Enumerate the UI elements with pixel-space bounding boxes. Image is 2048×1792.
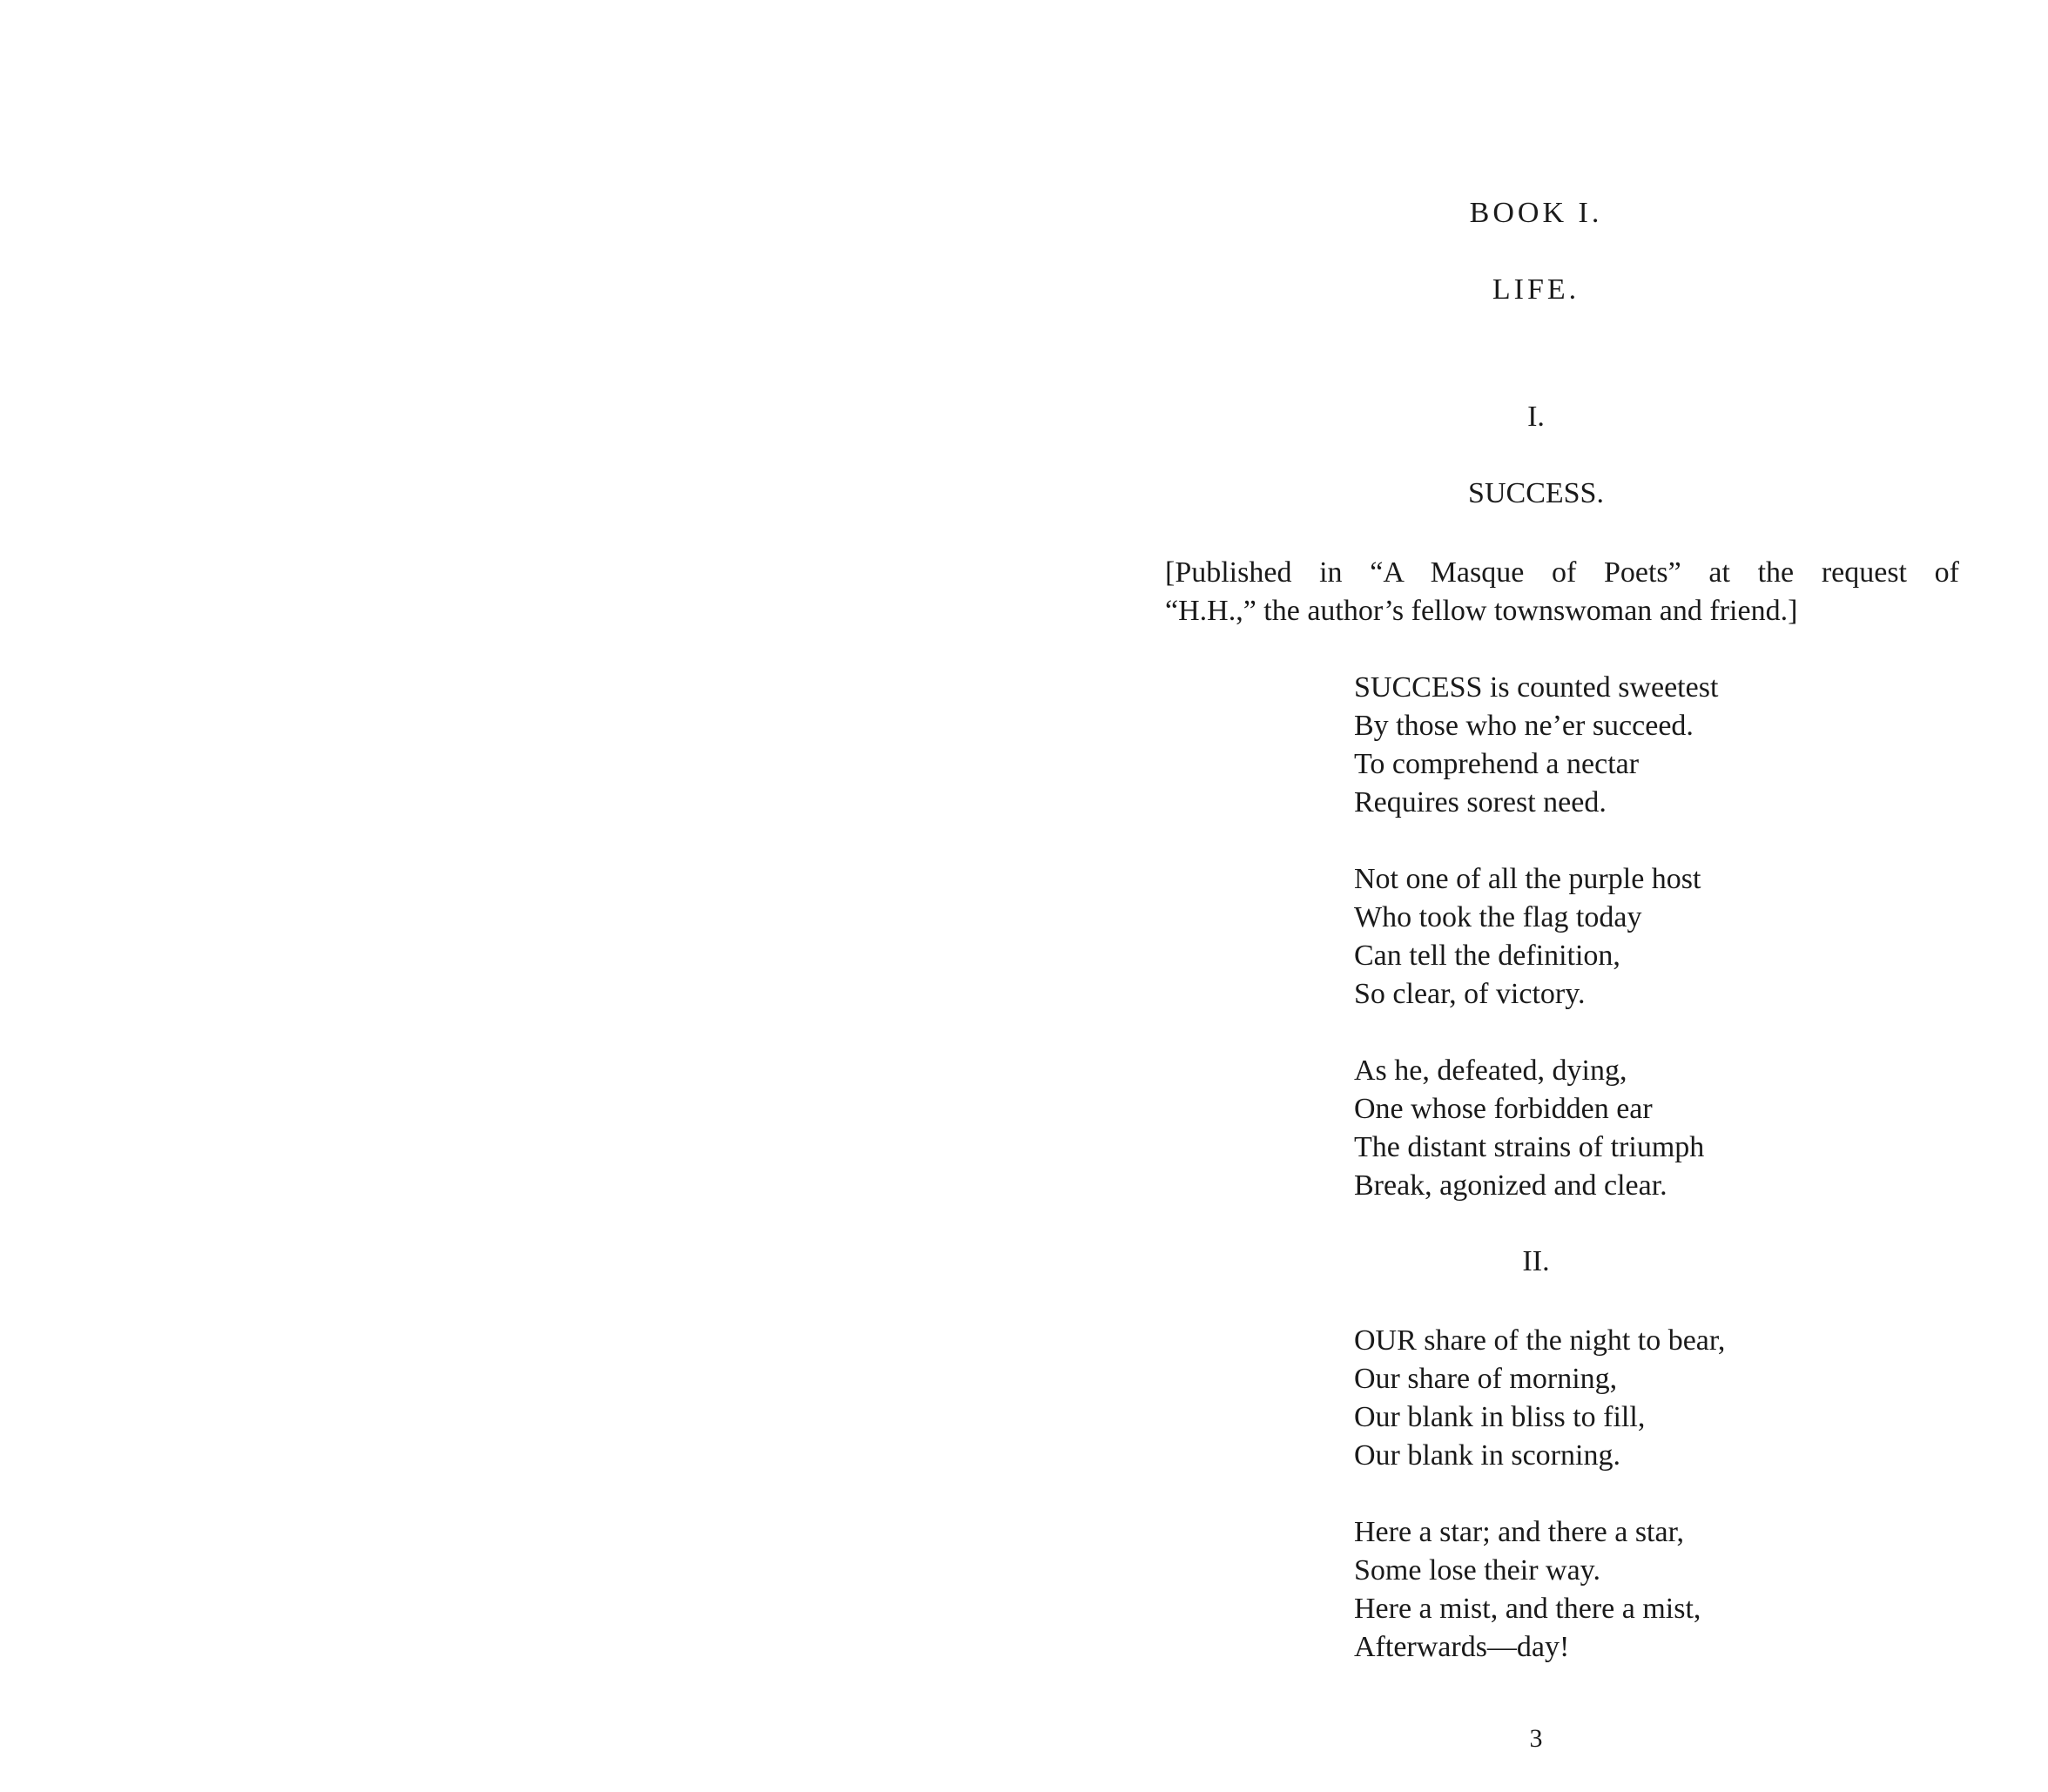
verse-line: Requires sorest need.	[1354, 786, 1607, 819]
verse-line: As he, defeated, dying,	[1354, 1054, 1627, 1087]
verse-line: Can tell the definition,	[1354, 940, 1620, 972]
publication-note-line: “H.H.,” the author’s fellow townswoman and friend.]	[1165, 595, 1798, 627]
page-number: 3	[1529, 1724, 1543, 1753]
publication-note	[1165, 554, 1959, 630]
verse-line: Afterwards—day!	[1354, 1631, 1570, 1663]
verse-line: Our blank in bliss to fill,	[1354, 1401, 1646, 1433]
verse-line: Who took the flag today	[1354, 901, 1642, 933]
poem-1-stanza-3	[1354, 1052, 1704, 1205]
poem-1-stanza-2	[1354, 860, 1701, 1014]
publication-note-line: [Published in “A Masque of Poets” at the request of	[1165, 556, 1959, 589]
verse-line: SUCCESS is counted sweetest	[1354, 671, 1719, 704]
verse-line: Not one of all the purple host	[1354, 863, 1701, 895]
poem-2-stanza-1	[1354, 1322, 1725, 1475]
verse-line: By those who ne’er succeed.	[1354, 710, 1694, 742]
verse-line: Here a star; and there a star,	[1354, 1516, 1685, 1548]
verse-line: The distant strains of triumph	[1354, 1131, 1705, 1163]
poem-2-stanza-2	[1354, 1513, 1701, 1667]
verse-line: One whose forbidden ear	[1354, 1093, 1653, 1125]
verse-line: Some lose their way.	[1354, 1554, 1600, 1587]
poem-1-stanza-1	[1354, 669, 1718, 822]
verse-line: To comprehend a nectar	[1354, 748, 1640, 780]
right-page	[1024, 0, 2048, 1792]
verse-line: Here a mist, and there a mist,	[1354, 1593, 1701, 1625]
verse-line: So clear, of victory.	[1354, 978, 1586, 1010]
verse-line: Our blank in scorning.	[1354, 1439, 1620, 1472]
verse-line: OUR share of the night to bear,	[1354, 1324, 1726, 1357]
verse-line: Our share of morning,	[1354, 1363, 1618, 1395]
verse-line: Break, agonized and clear.	[1354, 1169, 1667, 1202]
book-heading: BOOK I.	[1469, 197, 1603, 229]
book-title: LIFE.	[1492, 273, 1580, 306]
poem-2-number: II.	[1522, 1245, 1550, 1277]
poem-1-number: I.	[1527, 401, 1545, 433]
poem-1-title: SUCCESS.	[1468, 477, 1604, 509]
